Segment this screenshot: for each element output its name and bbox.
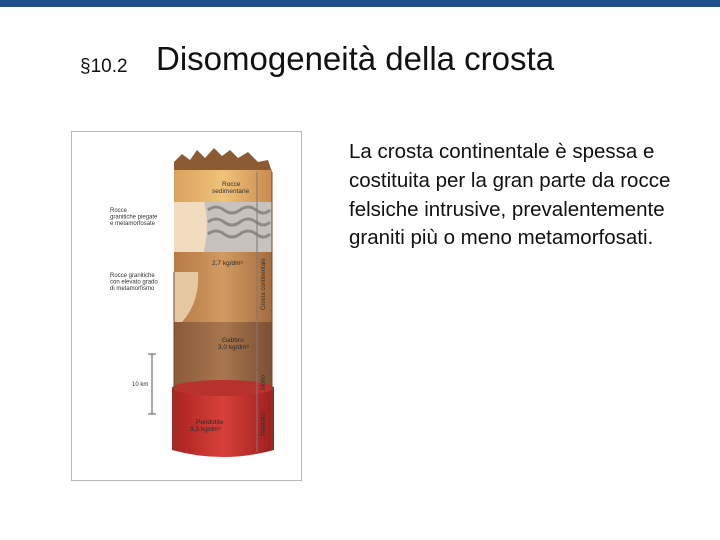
folded-rock-layer [204,202,272,252]
label-scale-10km: 10 km [132,382,149,388]
mountain-peaks [174,148,272,172]
label-moho: Moho [261,374,267,390]
label-rocce-alto-grado: Rocce granitiche con elevato grado di metamorfismo [110,273,158,292]
label-mantello: Mantello [261,413,267,436]
label-rocce-granitiche: Rocce granitiche piegate e metamorfosate [110,208,158,227]
page-number: 3 [699,522,706,534]
label-gabbro: Gabbro 3,0 kg/dm³ [218,337,249,351]
top-accent-bar [0,0,720,7]
crust-column-illustration [72,132,302,481]
label-crosta-continentale: Crosta continentale [261,258,267,310]
body-paragraph: La crosta continentale è spessa e costituita per la gran parte da rocce felsiche intrusive, prevalentemente graniti più o meno metamorfosati. [349,140,671,250]
crust-cross-section-figure [71,131,302,481]
slide-title: Disomogeneità della crosta [156,40,555,77]
label-rocce-sedimentarie: Rocce sedimentarie [212,181,250,195]
label-peridotite: Peridotite 3,3 kg/dm³ [190,419,224,433]
label-density-granite: 2,7 kg/dm³ [212,260,243,267]
section-number: §10.2 [80,56,128,77]
